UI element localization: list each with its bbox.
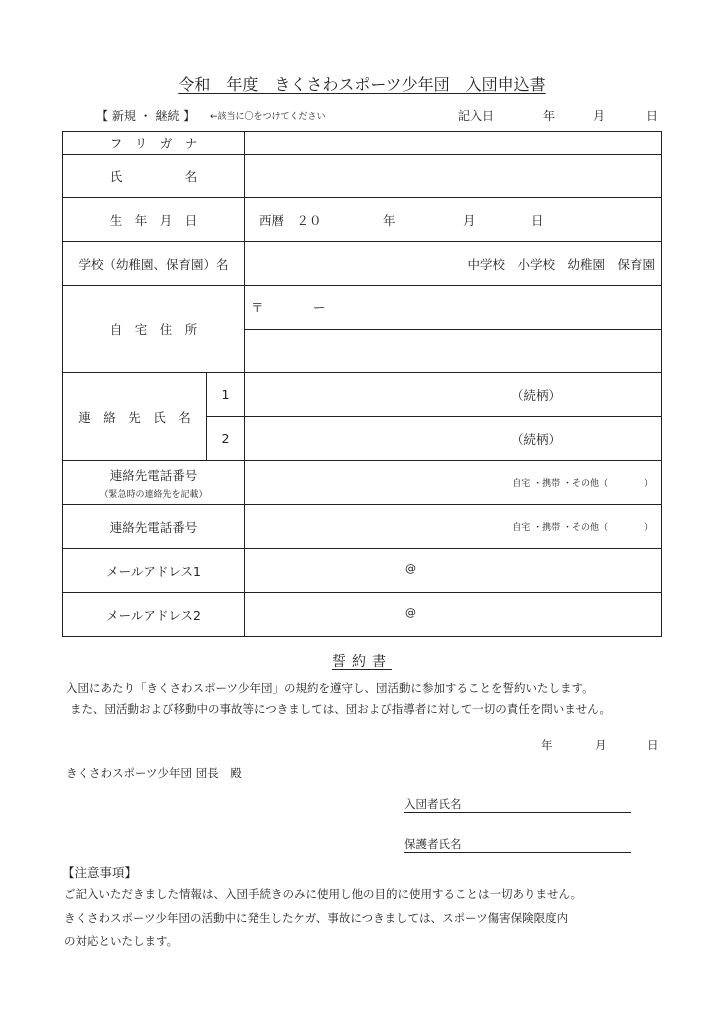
- email2-label: メールアドレス2: [63, 593, 245, 637]
- postal-code-field[interactable]: [245, 286, 662, 330]
- birthdate-field[interactable]: [245, 198, 662, 242]
- furigana-label: フ リ ガ ナ: [63, 132, 245, 155]
- email2-field[interactable]: [245, 593, 662, 637]
- postal-dash: ー: [313, 300, 326, 315]
- relation-label-1: （続柄）: [511, 388, 562, 403]
- oath-line-1: 入団にあたり「きくさわスポーツ少年団」の規約を遵守し、団活動に参加することを誓約いたします。: [66, 681, 594, 695]
- name-label: 氏 名: [63, 155, 245, 198]
- birthdate-label: 生 年 月 日: [63, 198, 245, 242]
- email1-row: [63, 549, 662, 593]
- email1-label: メールアドレス1: [63, 549, 245, 593]
- school-field[interactable]: [245, 242, 662, 286]
- address-label: 自 宅 住 所: [63, 286, 245, 373]
- entry-year-label: 年: [543, 109, 556, 123]
- entry-date-label: 記入日: [458, 109, 495, 123]
- email1-field[interactable]: [245, 549, 662, 593]
- address-field[interactable]: [245, 330, 662, 373]
- school-row: [63, 242, 662, 286]
- emergency-phone-note: （緊急時の連絡先を記載）: [99, 489, 208, 500]
- emergency-phone-label: 連絡先電話番号: [109, 467, 198, 483]
- oath-line-2: また、団活動および移動中の事故等につきましては、団および指導者に対して一切の責任を問いません。: [70, 702, 611, 716]
- emergency-phone-row: [63, 461, 662, 505]
- phone-row: [63, 505, 662, 549]
- entry-day-label: 日: [646, 109, 659, 123]
- notes-line-3: の対応といたします。: [64, 934, 179, 948]
- oath-year-label: 年: [541, 738, 553, 752]
- oath-title: 誓約書: [332, 654, 392, 670]
- phone-type[interactable]: 自宅 ・携帯 ・その他（ ）: [512, 523, 654, 533]
- birth-year-label: 年: [383, 213, 396, 228]
- contact-name-field-1[interactable]: [245, 373, 662, 417]
- notes-heading: 【注意事項】: [62, 865, 138, 880]
- birth-era-label: 西暦 ２０: [259, 213, 322, 228]
- contact-number-2: 2: [207, 417, 245, 461]
- guardian-name-label: 保護者氏名: [404, 837, 462, 851]
- name-row: [63, 155, 662, 198]
- selection-note: ←該当に〇をつけてください: [210, 112, 326, 122]
- school-type-options[interactable]: 中学校 小学校 幼稚園 保育園: [467, 257, 656, 272]
- birth-month-label: 月: [463, 213, 476, 228]
- birth-day-label: 日: [531, 213, 544, 228]
- new-continue-selector[interactable]: 【 新規 ・ 継続 】: [96, 109, 196, 123]
- emergency-phone-label-cell: [63, 461, 245, 505]
- emergency-phone-type[interactable]: 自宅 ・携帯 ・その他（ ）: [512, 479, 654, 489]
- guardian-signature-line[interactable]: [404, 852, 631, 853]
- oath-day-label: 日: [647, 738, 659, 752]
- postal-mark: 〒: [251, 300, 264, 315]
- contact-row-1: [63, 373, 662, 417]
- relation-label-2: （続柄）: [511, 432, 562, 447]
- notes-line-2: きくさわスポーツ少年団の活動中に発生したケガ、事故につきましては、スポーツ傷害保険限度内: [64, 911, 569, 925]
- application-form-table: [62, 131, 662, 637]
- email2-at-sign: @: [405, 606, 417, 619]
- entry-month-label: 月: [593, 109, 606, 123]
- oath-month-label: 月: [595, 738, 607, 752]
- page-title: 令和 年度 きくさわスポーツ少年団 入団申込書: [178, 75, 546, 94]
- name-field[interactable]: [245, 155, 662, 198]
- address-row-1: [63, 286, 662, 330]
- furigana-row: [63, 132, 662, 155]
- email1-at-sign: @: [405, 562, 417, 575]
- addressee: きくさわスポーツ少年団 団長 殿: [66, 766, 242, 780]
- furigana-field[interactable]: [245, 132, 662, 155]
- emergency-phone-field[interactable]: [245, 461, 662, 505]
- birthdate-row: [63, 198, 662, 242]
- applicant-signature-line[interactable]: [404, 812, 631, 813]
- phone-field[interactable]: [245, 505, 662, 549]
- contact-name-label: 連 絡 先 氏 名: [63, 373, 207, 461]
- phone-label: 連絡先電話番号: [63, 505, 245, 549]
- contact-name-field-2[interactable]: [245, 417, 662, 461]
- contact-number-1: 1: [207, 373, 245, 417]
- notes-line-1: ご記入いただきました情報は、入団手続きのみに使用し他の目的に使用することは一切ありません。: [64, 887, 583, 901]
- applicant-name-label: 入団者氏名: [404, 797, 462, 811]
- school-label: 学校（幼稚園、保育園）名: [63, 242, 245, 286]
- email2-row: [63, 593, 662, 637]
